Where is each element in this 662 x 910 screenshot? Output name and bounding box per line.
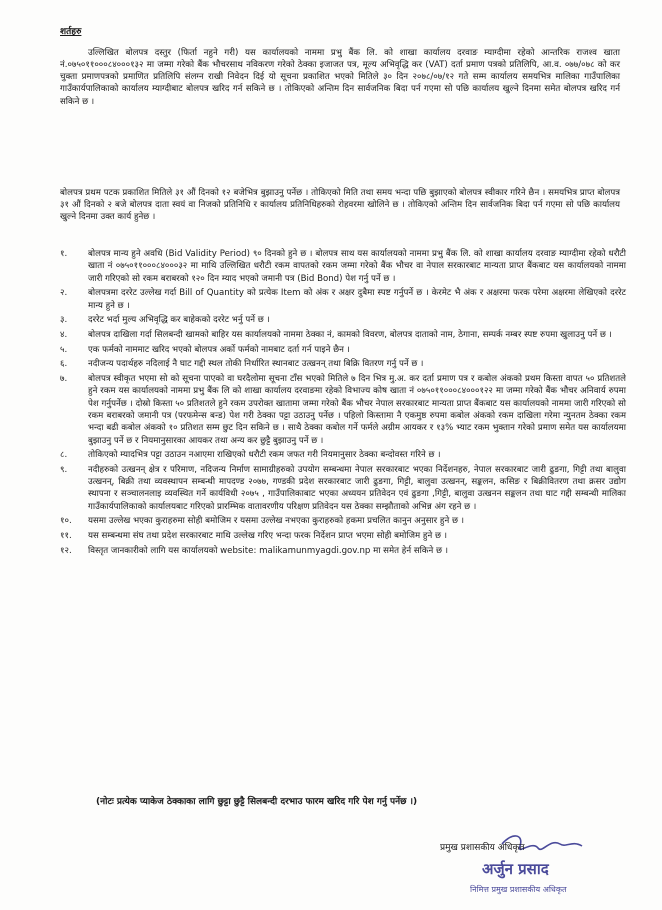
item-number: ६. [60, 359, 68, 370]
conditions-heading: शर्तहरु [60, 27, 82, 37]
list-item [60, 358, 626, 370]
item-text: विस्तृत जानकारीको लागि यस कार्यालयको website: malikamunmyagdi.gov.np मा समेत हेर्न सकिने छ । [88, 545, 448, 556]
list-item [60, 530, 626, 542]
item-text: बोलपत्र मान्य हुने अवधि (Bid Validity Period) ९० दिनको हुने छ । बोलपत्र साथ यस कार्यालयको नाममा प्रभु बैंक लि. को शाखा कार्यालय दरवाङ म्याग्दीमा रहेको धरौटी खाता नं ०७५०११०००८४०००३२ मा माथि उल्लिखित धरौटी रकम वापतको रकम जम्मा गरेको बैंक भौचर वा नेपाल सरकारबाट मान्यता प्राप्त बैंकबाट यस कार्यालयको नाममा जारी गरिएको सो रकम बराबरको १२० दिन म्याद भएको जमानी पत्र (Bid Bond) पेश गर्नु पर्ने छ । [88, 249, 626, 284]
intro-paragraph-purchase: उल्लिखित बोलपत्र दस्तुर (फिर्ता नहुने गरी) यस कार्यालयको नाममा प्रभु बैंक लि. को शाखा कार्यालय दरवाङ म्याग्दीमा रहेको आन्तरिक राजश्व खाता नं.०७५०११०००८४०००१३२ मा जम्मा गरेको बैंक भौचरसाथ नविकरण गरेको ठेक्का इजाजत पत्र, मूल्य अभिवृद्धि कर (VAT) दर्ता प्रमाण पत्रको प्रतिलिपि, आ.व. ०७७/०७८ को कर चुक्ता प्रमाणपत्रको प्रमाणित प्रतिलिपि संलग्न राखी निवेदन दिई यो सूचना प्रकाशित भएको मितिले ३० दिन २०७८/०७/१२ गते सम्म कार्यालय समयभित्र मालिका गाउँपालिका गाउँकार्यपालिकाको कार्यालय म्याग्दीबाट बोलपत्र खरिद गर्न सकिने छ । तोकिएको अन्तिम दिन सार्वजनिक बिदा पर्न गएमा सो पछि कार्यालय खुल्ने दिनमा समेत बोलपत्र खरिद गर्न सकिने छ । [60, 47, 620, 107]
signature-block [432, 822, 642, 902]
item-number: ५. [60, 344, 68, 355]
item-text: तोकिएको म्यादभित्र पट्टा उठाउन नआएमा राखिएको धरौटी रकम जफत गरी नियमानुसार ठेक्का बन्दोवस्त गरिने छ । [88, 450, 441, 461]
conditions-list [60, 248, 626, 560]
item-number: ७. [60, 374, 68, 385]
item-text: बोलपत्र दाखिला गर्दा सिलबन्दी खामको बाहिर यस कार्यालयको नाममा ठेक्का नं, कामको विवरण, बोलपत्र दाताको नाम, ठेगाना, सम्पर्क नम्बर स्पष्ट रुपमा खुलाउनु पर्ने छ । [88, 329, 612, 340]
item-text: बोलपत्रमा दररेट उल्लेख गर्दा Bill of Quantity को प्रत्येक Item को अंक र अक्षर दुबैमा स्पष्ट गर्नुपर्ने छ । केरमेट भै अंक र अक्षरमा फरक परेमा अक्षरमा लेखिएको दररेट मान्य हुने छ । [88, 288, 626, 311]
list-item [60, 314, 626, 326]
item-text: नदीजन्य पदार्थहरु नदिलाई नै घाट गद्दी स्थल तोकी निर्धारित स्थानबाट उत्खनन् तथा बिक्रि वितरण गर्नु पर्ने छ । [88, 359, 424, 370]
item-number: ३. [60, 315, 68, 326]
intro-paragraph-submission: बोलपत्र प्रथम पटक प्रकाशित मितिले ३१ औं दिनको १२ बजेभित्र बुझाउनु पर्नेछ । तोकिएको मिति तथा समय भन्दा पछि बुझाएको बोलपत्र स्वीकार गरिने छैन । समयभित्र प्राप्त बोलपत्र ३१ औं दिनको २ बजे बोलपत्र दाता स्वयं वा निजको प्रतिनिधि र कार्यालय प्रतिनिधिहरुको रोहवरमा खोलिने छ । तोकिएको अन्तिम दिन सार्वजनिक बिदा पर्न गएमा सो पछि कार्यालय खुल्ने दिनमा उक्त कार्य हुनेछ । [60, 187, 620, 223]
list-item [60, 515, 626, 527]
item-text: एक फर्मको नाममाट खरिद भएको बोलपत्र अर्को फर्मको नामबाट दर्ता गर्न पाइने छैन । [88, 344, 350, 355]
list-item [60, 287, 626, 312]
item-number: ९. [60, 464, 68, 475]
item-number: १. [60, 249, 68, 259]
item-number: १०. [60, 516, 72, 527]
list-item [60, 464, 626, 513]
item-text: यस सम्बन्धमा संघ तथा प्रदेश सरकारबाट माथि उल्लेख गरिए भन्दा फरक निर्देशन प्राप्त भएमा सोही बमोजिम हुने छ । [88, 531, 447, 542]
list-item [60, 344, 626, 356]
stamp-name: अर्जुन प्रसाद [482, 860, 549, 878]
list-item [60, 373, 626, 447]
item-text: यसमा उल्लेख भएका कुराहरुमा सोही बमोजिम र यसमा उल्लेख नभएका कुराहरुको हकमा प्रचलित कानुन अनुसार हुने छ । [88, 516, 464, 527]
item-text: दररेट भर्दा मुल्य अभिवृद्धि कर बाहेकको दररेट भर्नु पर्ने छ । [88, 315, 270, 326]
item-number: ८. [60, 450, 68, 461]
list-item [60, 248, 626, 285]
footer-note: (नोटः प्रत्येक प्याकेज ठेक्काका लागि छुट्टा छुट्टै सिलबन्दी दरभाउ फारम खरिद गरि पेश गर्नु पर्नेछ ।) [96, 797, 418, 807]
signatory-title [440, 840, 525, 853]
signatory-title-text: प्रमुख प्रशासकीय अधिकृत [440, 843, 525, 853]
list-item [60, 449, 626, 461]
item-number: ११. [60, 531, 72, 542]
list-item [60, 329, 626, 341]
item-number: १२. [60, 545, 72, 556]
item-text: बोलपत्र स्वीकृत भएमा सो को सूचना पाएको वा घरदैलोमा सूचना टाँस भएको मितिले ७ दिन भित्र मु.अ. कर दर्ता प्रमाण पत्र र कबोल अंकको प्रथम किस्ता वापत ५० प्रतिशतले हुने रकम यस कार्यालयको नाममा प्रभु बैंक लि को शाखा कार्यालय दरवाङमा रहेको विभाज्य कोष खाता नं ०७५०११०००८४०००१२२ मा जम्मा गरेको बैंक भौचर अनिवार्य रुपमा पेश गर्नुपर्नेछ । दोस्रो किस्ता ५० प्रतिशतले हुने रकम उपरोक्त खातामा जम्मा गरेको बैंक भौचर नेपाल सरकारबाट मान्यता प्राप्त बैंकबाट यस कार्यालयको नाममा जारी गरिएको सो रकम बराबरको जमानी पत्र (परफमेन्स बन्ड) पेश गरी ठेक्का पट्टा उठाउनु पर्नेछ । पहिलो किस्तामा नै एकमुष्ठ रुपमा कबोल अंकको रकम दाखिला गरेमा न्युनतम ठेक्का रकम भन्दा बढी कबोल अंकको १० प्रतिशत सम्म छुट दिन सकिने छ । साथै ठेक्का कबोल गर्ने फर्मले अग्रीम आयकर र १३% भ्याट रकम भुक्तान गरेको प्रमाण समेत यस कार्यालयमा बुझाउनु पर्ने छ र नियमानुसारका आयकर तथा अन्य कर छुट्टै बुझाउनु पर्ने छ । [88, 374, 626, 446]
list-item [60, 545, 626, 557]
item-number: ४. [60, 329, 68, 340]
stamp-title: निमित्त प्रमुख प्रशासकीय अधिकृत [470, 885, 567, 894]
item-text: नदीहरुको उत्खनन् क्षेत्र र परिमाण, नदिजन्य निर्माण सामाग्रीहरुको उपयोग सम्बन्धमा नेपाल सरकारबाट भएका निर्देशनहरु, नेपाल सरकारबाट जारी ढुङगा, गिट्टी तथा बालुवा उत्खनन्, बिक्री तथा व्यवस्थापन सम्बन्धी मापदण्ड २०७७, गण्डकी प्रदेश सरकारबाट जारी ढुङगा, गिट्टी, बालुवा उत्खनन्, सङ्कलन, कसिङ र बिक्रीवितरण तथा क्रसर उद्योग स्थापना र सञ्चालनलाइ व्यवस्थित गर्ने कार्यविधी २०७५ , गाउँपालिकाबाट भएका अध्ययन प्रतिवेदन एवं ढुङगा ,गिट्टी, बालुवा उत्खनन सङ्कलन तथा घाट गद्दी सम्बन्धी मालिका गाउँकार्यपालिकाको कार्यालयबाट गरिएको प्रारम्भिक वातावरणीय परिक्षण प्रतिवेदन यस ठेक्का सम्झौताको अभिन्न अंग रहने छ । [88, 464, 626, 512]
item-number: २. [60, 288, 68, 299]
